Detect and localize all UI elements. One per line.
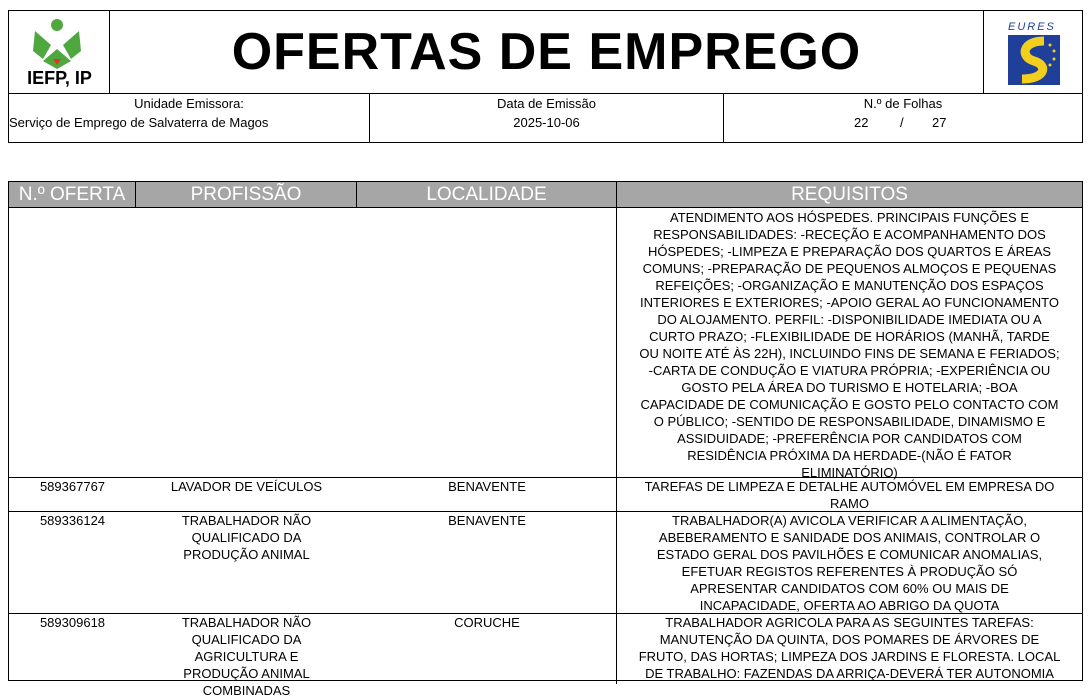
requirements: TAREFAS DE LIMPEZA E DETALHE AUTOMÓVEL EM EMPRESA DO RAMO [644,479,1055,511]
issuer-label: Unidade Emissora: [134,96,244,111]
iefp-logo-text: IEFP, IP [27,68,92,88]
offer-number: 589336124 [39,513,106,528]
date-cell [370,94,724,143]
date-value: 2025-10-06 [513,115,580,130]
page-separator: / [900,115,904,130]
page-total: 27 [932,115,947,130]
offer-number: 589309618 [39,615,106,630]
locality: BENAVENTE [448,479,526,494]
pages-cell [724,94,1082,143]
eures-emblem-icon [1008,35,1060,85]
pages-label: N.º de Folhas [863,96,943,111]
requirements: ATENDIMENTO AOS HÓSPEDES. PRINCIPAIS FUNÇÕES E RESPONSABILIDADES: -RECEÇÃO E ACOMPANHAMENTO DOS HÓSPEDES; -LIMPEZA E PREPARAÇÃO DOS QUARTOS E ÁREAS COMUNS; -PREPARAÇÃO DE PEQUENOS ALMOÇOS E PEQUENAS REFEIÇÕES; -ORGANIZAÇÃO E MANUTENÇÃO DOS ESPAÇOS INTERIORES E EXTERIORES; -APOIO GERAL AO FUNCIONAMENTO DO ALOJAMENTO. PERFIL: -DISPONIBILIDADE IMEDIATA OU A CURTO PRAZO; -FLEXIBILIDADE DE HORÁRIOS (MANHÃ, TARDE OU NOITE ATÉ ÀS 22H), INCLUINDO FINS DE SEMANA E FERIADOS; -CARTA DE CONDUÇÃO E VIATURA PRÓPRIA; -EXPERIÊNCIA OU GOSTO PELA ÁREA DO TURISMO E HOTELARIA; -BOA CAPACIDADE DE COMUNICAÇÃO E GOSTO PELO CONTACTO COM O PÚBLICO; -SENTIDO DE RESPONSABILIDADE, DINAMISMO E ASSIDUIDADE; -PREFERÊNCIA POR CANDIDATOS COM RESIDÊNCIA PRÓXIMA DA HERDADE-(NÃO É FATOR ELIMINATÓRIO) [639,210,1060,480]
page-title: OFERTAS DE EMPREGO [231,23,862,81]
issue-info-row [9,93,1082,142]
locality: BENAVENTE [448,513,526,528]
table-row [9,613,1082,698]
locality: CORUCHE [454,615,520,630]
column-header-locality: LOCALIDADE [357,182,617,207]
eures-logo-text: EURES [1008,21,1056,33]
offer-number: 589367767 [39,479,106,494]
table-row [9,511,1082,613]
profession: TRABALHADOR NÃO QUALIFICADO DA PRODUÇÃO ANIMAL [181,513,312,562]
document-header [8,10,1083,143]
date-label: Data de Emissão [497,96,596,111]
requirements: TRABALHADOR AGRICOLA PARA AS SEGUINTES TAREFAS: MANUTENÇÃO DA QUINTA, DOS POMARES DE ÁRVORES DE FRUTO, DAS HORTAS; LIMPEZA DOS JARDINS E FLORESTA. LOCAL DE TRABALHO: FAZENDAS DA ARRIÇA-DEVERÁ TER AUTONOMIA [638,615,1061,681]
eures-logo [983,11,1082,93]
issuer-cell [9,94,370,143]
table-row [9,207,1082,480]
profession: TRABALHADOR NÃO QUALIFICADO DA AGRICULTURA E PRODUÇÃO ANIMAL COMBINADAS [181,615,312,698]
column-header-requirements: REQUISITOS [617,182,1082,207]
job-offers-table [8,181,1083,698]
iefp-logo [9,11,110,93]
profession: LAVADOR DE VEÍCULOS [170,479,323,494]
requirements: TRABALHADOR(A) AVICOLA VERIFICAR A ALIMENTAÇÃO, ABEBERAMENTO E SANIDADE DOS ANIMAIS, CONTROLAR O ESTADO GERAL DOS PAVILHÕES E COMUNICAR ANOMALIAS, EFETUAR REGISTOS REFERENTES À PRODUÇÃO SÓ APRESENTAR CANDIDATOS COM 60% OU MAIS DE INCAPACIDADE, OFERTA AO ABRIGO DA QUOTA [656,513,1043,613]
page-current: 22 [854,115,869,130]
table-row [9,477,1082,511]
column-header-offer: N.º OFERTA [9,182,136,207]
issuer-value: Serviço de Emprego de Salvaterra de Magos [9,115,269,130]
column-header-profession: PROFISSÃO [136,182,357,207]
